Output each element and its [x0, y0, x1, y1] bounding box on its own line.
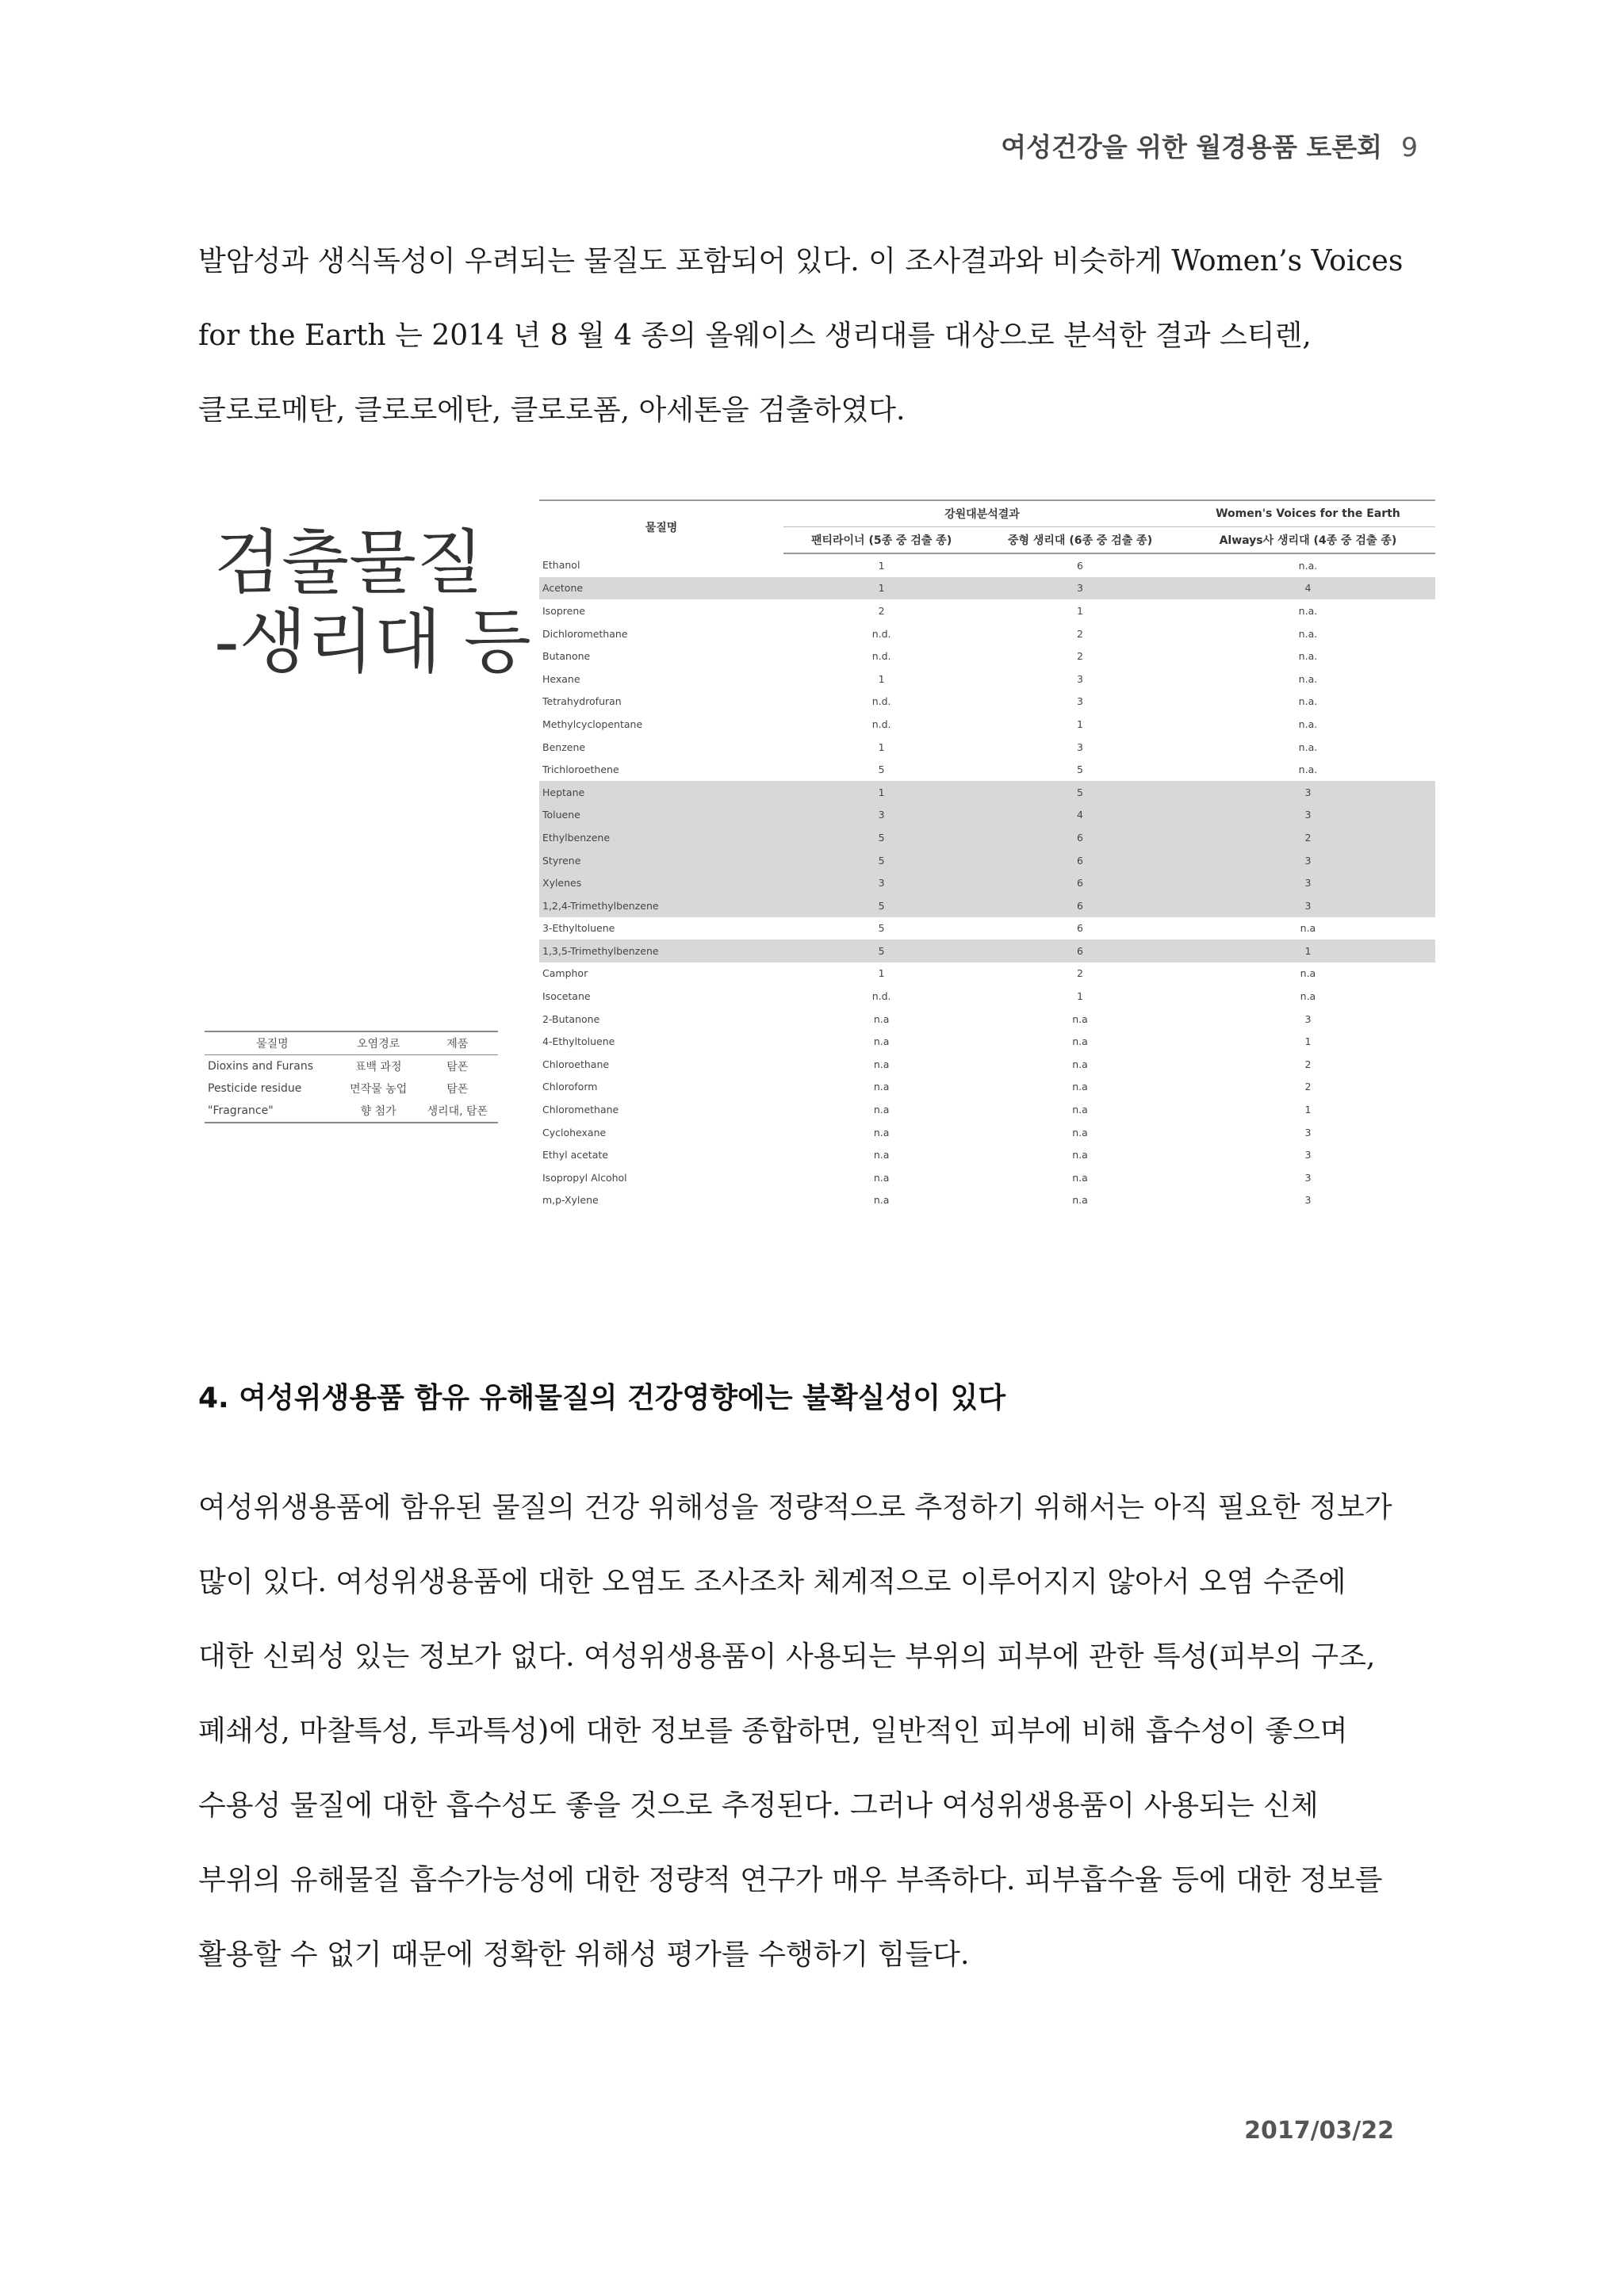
table-row [539, 691, 1435, 714]
detection-count-cell: 1 [1304, 1104, 1312, 1116]
detection-count-cell: n.a. [1298, 695, 1318, 708]
detection-count-cell: n.a [1072, 1012, 1088, 1025]
table-cell: 면작물 농업 [350, 1083, 408, 1096]
table-row [539, 1098, 1435, 1121]
detection-count-cell: 3 [1181, 894, 1435, 917]
substance-name-cell: 2-Butanone [542, 1012, 600, 1025]
substance-name-cell: Ethylbenzene [539, 826, 783, 849]
substance-name-cell: Ethanol [542, 559, 580, 572]
detection-count-cell: n.a [1072, 1149, 1088, 1161]
detection-count-cell: n.a [1072, 1171, 1088, 1184]
substance-name-cell: Heptane [539, 781, 783, 804]
detection-count-cell: n.a [873, 1171, 890, 1184]
detection-count-cell: 3 [1304, 1171, 1312, 1184]
detection-count-cell: n.a [873, 1104, 890, 1116]
substance-name-cell: Isoprene [542, 604, 585, 617]
detection-count-cell: n.d. [871, 650, 891, 663]
table-cell: "Fragrance" [205, 1100, 340, 1123]
table-cell: 향 첨가 [340, 1100, 417, 1123]
substance-name-cell: Benzene [542, 740, 586, 753]
detection-count-cell: n.a [1300, 967, 1316, 980]
detection-count-cell: 3 [1077, 695, 1083, 708]
detection-count-cell: 5 [1077, 763, 1083, 776]
substance-name-cell: Cyclohexane [542, 1126, 607, 1138]
body-paragraph [198, 1471, 1435, 1992]
detection-count-cell: 4 [1181, 577, 1435, 600]
substance-name-cell: Chloroethane [542, 1058, 610, 1070]
table-row [539, 1143, 1435, 1166]
substance-name-cell: Chloromethane [542, 1104, 619, 1116]
substance-name-cell: Dichloromethane [542, 627, 628, 640]
figure-title-line2: -생리대 등 [214, 601, 531, 683]
detection-count-cell: n.d. [871, 990, 891, 1003]
intro-line: for the Earth 는 2014 년 8 월 4 종의 올웨이스 생리대를 대상으로 분석한 결과 스티렌, [198, 320, 1312, 352]
detection-count-cell: 1 [1181, 939, 1435, 962]
page-number: 9 [1401, 132, 1418, 163]
figure-title-line1: 검출물질 [214, 522, 485, 603]
table-row [539, 849, 1435, 872]
substance-name-cell: Chloroform [542, 1081, 598, 1093]
figure-title [214, 523, 531, 682]
detection-count-cell: 6 [979, 849, 1181, 872]
detection-results-table [539, 499, 1435, 1211]
detection-count-cell: 2 [1304, 1081, 1312, 1093]
table-row [539, 553, 1435, 577]
detection-count-cell: 3 [1304, 1126, 1312, 1138]
table-row [205, 1077, 498, 1100]
table-row [539, 1189, 1435, 1212]
detection-count-cell: 3 [783, 804, 979, 827]
detection-count-cell: 6 [979, 939, 1181, 962]
table-row [539, 917, 1435, 940]
detection-count-cell: n.a [1072, 1194, 1088, 1207]
table-cell: 표백 과정 [354, 1061, 402, 1073]
table-row [539, 645, 1435, 668]
detection-count-cell: 2 [1181, 826, 1435, 849]
detection-count-cell: 6 [979, 871, 1181, 894]
always-pad-header: Always사 생리대 (4종 중 검출 종) [1181, 527, 1435, 554]
small-table-header: 오염경로 [340, 1031, 417, 1055]
detection-count-cell: n.a [1300, 990, 1316, 1003]
detection-count-cell: n.a [873, 1149, 890, 1161]
detection-count-cell: 5 [783, 939, 979, 962]
table-row [539, 804, 1435, 827]
substance-name-cell: Hexane [542, 672, 580, 685]
detection-count-cell: 1 [878, 740, 885, 753]
detection-count-cell: n.a. [1298, 740, 1318, 753]
table-row [539, 894, 1435, 917]
body-line: 활용할 수 없기 때문에 정확한 위해성 평가를 수행하기 힘들다. [198, 1938, 970, 1971]
table-row [539, 599, 1435, 622]
detection-count-cell: n.a. [1298, 718, 1318, 730]
body-line: 많이 있다. 여성위생용품에 대한 오염도 조사조차 체계적으로 이루어지지 않아서 오염 수준에 [198, 1566, 1346, 1598]
detection-count-cell: 3 [1077, 672, 1083, 685]
table-row [539, 577, 1435, 600]
table-row [539, 962, 1435, 985]
detection-count-cell: 5 [878, 763, 885, 776]
table-row [205, 1055, 498, 1078]
body-line: 대한 신뢰성 있는 정보가 없다. 여성위생용품이 사용되는 부위의 피부에 관한 특성(피부의 구조, [198, 1640, 1376, 1673]
detection-count-cell: 3 [1181, 781, 1435, 804]
contamination-source-table [205, 1031, 498, 1123]
detection-count-cell: 5 [878, 922, 885, 935]
intro-line: 클로로메탄, 클로로에탄, 클로로폼, 아세톤을 검출하였다. [198, 394, 906, 427]
table-row [539, 985, 1435, 1008]
detection-count-cell: 6 [979, 894, 1181, 917]
substance-name-cell: 1,2,4-Trimethylbenzene [539, 894, 783, 917]
running-header [1001, 127, 1418, 164]
detection-count-cell: 3 [783, 871, 979, 894]
substance-name-cell: Butanone [542, 650, 591, 663]
substance-header: 물질명 [539, 500, 783, 553]
intro-paragraph [198, 224, 1435, 448]
detection-count-cell: n.a. [1298, 604, 1318, 617]
table-cell: 생리대, 탐폰 [417, 1100, 498, 1123]
body-line: 폐쇄성, 마찰특성, 투과특성)에 대한 정보를 종합하면, 일반적인 피부에 비해 흡수성이 좋으며 [198, 1715, 1348, 1747]
detection-count-cell: 2 [1077, 650, 1083, 663]
detection-count-cell: 1 [878, 672, 885, 685]
table-row [539, 781, 1435, 804]
wvfe-header: Women's Voices for the Earth [1181, 500, 1435, 527]
detection-count-cell: 1 [1304, 1035, 1312, 1048]
small-table-header: 제품 [417, 1031, 498, 1055]
table-row [539, 1008, 1435, 1031]
detection-count-cell: 2 [1304, 1058, 1312, 1070]
detection-count-cell: n.d. [871, 627, 891, 640]
medium-pad-header: 중형 생리대 (6종 중 검출 종) [979, 527, 1181, 554]
detection-count-cell: n.a. [1298, 763, 1318, 776]
detection-count-cell: n.d. [871, 695, 891, 708]
detection-count-cell: 1 [1077, 604, 1083, 617]
body-line: 부위의 유해물질 흡수가능성에 대한 정량적 연구가 매우 부족하다. 피부흡수율 등에 대한 정보를 [198, 1864, 1383, 1896]
pantyliner-header: 팬티라이너 (5종 중 검출 종) [783, 527, 979, 554]
detection-count-cell: 1 [783, 781, 979, 804]
detection-count-cell: 1 [783, 577, 979, 600]
detection-count-cell: 1 [878, 559, 885, 572]
detection-count-cell: n.a [873, 1035, 890, 1048]
table-row [539, 1030, 1435, 1053]
detection-count-cell: 5 [783, 826, 979, 849]
detection-count-cell: n.a. [1298, 672, 1318, 685]
detection-count-cell: 3 [1181, 849, 1435, 872]
table-row [539, 1076, 1435, 1099]
section-heading: 4. 여성위생용품 함유 유해물질의 건강영향에는 불확실성이 있다 [198, 1382, 1006, 1414]
substance-name-cell: Ethyl acetate [542, 1149, 608, 1161]
table-row [205, 1100, 498, 1123]
table-cell: Dioxins and Furans [208, 1060, 314, 1073]
detection-count-cell: 5 [783, 849, 979, 872]
kangwon-results-header: 강원대분석결과 [783, 500, 1181, 527]
detection-count-cell: 6 [979, 826, 1181, 849]
detected-substances-figure [198, 492, 1435, 1221]
substance-name-cell: Xylenes [539, 871, 783, 894]
detection-count-cell: 5 [783, 894, 979, 917]
table-row [539, 1053, 1435, 1076]
detection-count-cell: n.a [1072, 1126, 1088, 1138]
table-row [539, 826, 1435, 849]
detection-count-cell: 6 [1077, 922, 1083, 935]
detection-count-cell: 1 [878, 967, 885, 980]
detection-count-cell: n.a [1072, 1104, 1088, 1116]
table-cell: Pesticide residue [208, 1082, 302, 1095]
detection-count-cell: n.a [873, 1058, 890, 1070]
substance-name-cell: Methylcyclopentane [542, 718, 643, 730]
substance-name-cell: Isopropyl Alcohol [542, 1171, 627, 1184]
detection-count-cell: n.a [873, 1126, 890, 1138]
substance-name-cell: 1,3,5-Trimethylbenzene [539, 939, 783, 962]
substance-name-cell: m,p-Xylene [542, 1194, 599, 1207]
table-row [539, 758, 1435, 781]
detection-count-cell: n.a [873, 1081, 890, 1093]
detection-results-body [539, 553, 1435, 1211]
body-line: 여성위생용품에 함유된 물질의 건강 위해성을 정량적으로 추정하기 위해서는 아직 필요한 정보가 [198, 1491, 1392, 1524]
detection-count-cell: 4 [979, 804, 1181, 827]
table-row [539, 622, 1435, 645]
intro-line: 발암성과 생식독성이 우려되는 물질도 포함되어 있다. 이 조사결과와 비슷하게 Women’s Voices [198, 245, 1404, 277]
substance-name-cell: Styrene [539, 849, 783, 872]
detection-count-cell: 3 [1304, 1012, 1312, 1025]
detection-count-cell: 1 [1077, 718, 1083, 730]
detection-count-cell: n.a [1072, 1081, 1088, 1093]
detection-count-cell: n.d. [871, 718, 891, 730]
detection-count-cell: 3 [1304, 1149, 1312, 1161]
table-row [539, 668, 1435, 691]
detection-count-cell: n.a [1300, 922, 1316, 935]
substance-name-cell: 3-Ethyltoluene [542, 922, 615, 935]
table-row [539, 736, 1435, 759]
substance-name-cell: Tetrahydrofuran [542, 695, 622, 708]
detection-count-cell: 6 [1077, 559, 1083, 572]
detection-count-cell: 3 [1181, 871, 1435, 894]
detection-count-cell: n.a. [1298, 650, 1318, 663]
table-row [539, 1166, 1435, 1189]
detection-count-cell: 3 [1181, 804, 1435, 827]
detection-count-cell: 3 [1077, 740, 1083, 753]
table-row [539, 871, 1435, 894]
detection-count-cell: n.a [1072, 1035, 1088, 1048]
detection-count-cell: 3 [979, 577, 1181, 600]
substance-name-cell: Isocetane [542, 990, 591, 1003]
detection-count-cell: n.a [873, 1012, 890, 1025]
detection-count-cell: n.a. [1298, 559, 1318, 572]
table-cell: 탐폰 [446, 1083, 469, 1096]
substance-name-cell: Toluene [539, 804, 783, 827]
table-row [539, 1121, 1435, 1144]
detection-count-cell: 1 [1077, 990, 1083, 1003]
detection-count-cell: 2 [1077, 627, 1083, 640]
detection-count-cell: n.a [1072, 1058, 1088, 1070]
substance-name-cell: 4-Ethyltoluene [542, 1035, 615, 1048]
detection-count-cell: n.a. [1298, 627, 1318, 640]
detection-count-cell: 5 [979, 781, 1181, 804]
substance-name-cell: Camphor [542, 967, 588, 980]
substance-name-cell: Acetone [539, 577, 783, 600]
substance-name-cell: Trichloroethene [542, 763, 619, 776]
detection-count-cell: n.a [873, 1194, 890, 1207]
small-table-header: 물질명 [205, 1031, 340, 1055]
footer-date: 2017/03/22 [1244, 2117, 1394, 2145]
detection-count-cell: 3 [1304, 1194, 1312, 1207]
table-row [539, 713, 1435, 736]
detection-count-cell: 2 [1077, 967, 1083, 980]
table-row [539, 939, 1435, 962]
detection-count-cell: 2 [878, 604, 885, 617]
header-title: 여성건강을 위한 월경용품 토론회 [1001, 132, 1382, 163]
table-cell: 탐폰 [446, 1061, 469, 1073]
body-line: 수용성 물질에 대한 흡수성도 좋을 것으로 추정된다. 그러나 여성위생용품이 사용되는 신체 [198, 1789, 1319, 1822]
